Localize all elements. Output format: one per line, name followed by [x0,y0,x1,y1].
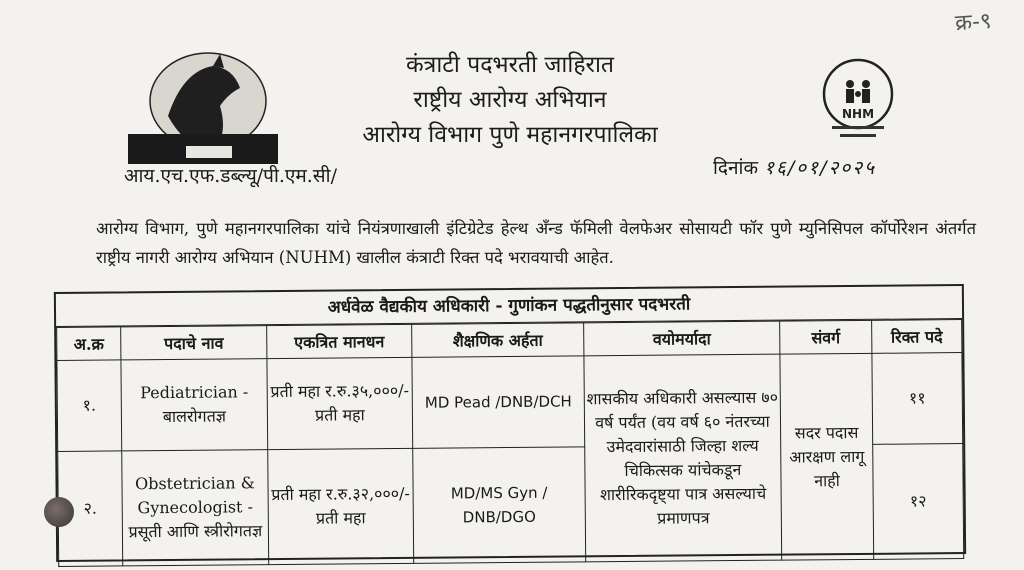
serial-cell: १. [57,360,122,452]
header-age-limit: वयोमर्यादा [584,321,780,356]
date-value: १६/०१/२०२५ [764,157,876,179]
serial-cell: २. [58,451,123,567]
post-name-cell: Pediatrician - बालरोगतज्ञ [121,359,268,451]
header-pay: एकत्रित मानधन [267,324,412,358]
pay-cell: प्रती महा र.रु.३५,०००/- प्रती महा [267,357,413,449]
table-row [57,353,963,452]
header-qualification: शैक्षणिक अर्हता [412,323,584,357]
header-department: आरोग्य विभाग पुणे महानगरपालिका [362,122,658,148]
vacancy-table [54,284,966,562]
cadre-cell: सदर पदास आरक्षण लागू नाही [780,353,874,560]
page-number: क्र-९ [954,8,993,37]
qualification-cell: MD/MS Gyn / DNB/DGO [413,447,586,563]
nhm-logo [808,52,908,148]
header-post-name: पदाचे नाव [121,326,267,360]
pay-cell: प्रती महा र.रु.३२,०००/- प्रती महा [268,448,414,564]
intro-paragraph: आरोग्य विभाग, पुणे महानगरपालिका यांचे नियंत्रणाखाली इंटिग्रेटेड हेल्थ अँन्ड फॅमिली वेलफेअर सोसायटी फॉर पुणे म्युनिसिपल कॉर्पोरेशन अंतर्गत राष्ट्रीय नागरी आरोग्य अभियान (NUHM) खालील कंत्राटी रिक्त पदे भरावयाची आहेत. [96,219,976,267]
vacancies-cell: ११ [872,353,963,445]
age-limit-cell: शासकीय अधिकारी असल्यास ७० वर्ष पर्यंत (वय वर्ष ६० नंतरच्या उमेदवारांसाठी जिल्हा शल्य चिकित्सक यांचेकडून शारीरिकदृष्ट्या पात्र असल्याचे प्रमाणपत्र [584,354,782,562]
header-serial: अ.क्र [57,327,121,361]
pmc-emblem-logo [128,46,278,164]
vacancies-cell: १२ [873,444,964,560]
header-subtitle: राष्ट्रीय आरोग्य अभियान [413,87,607,113]
date-line [713,154,876,180]
header-vacancies: रिक्त पदे [872,320,962,354]
vacancy-grid [56,319,964,567]
date-label: दिनांक [713,157,759,179]
table-title: अर्धवेळ वैद्यकीय अधिकारी - गुणांकन पद्धतीनुसार पदभरती [56,286,962,327]
header-cadre: संवर्ग [780,320,872,354]
svg-text:NHM: NHM [841,107,875,121]
reference-number: आय.एच.एफ.डब्ल्यू/पी.एम.सी/ [124,165,337,187]
header-block [330,48,690,153]
qualification-cell: MD Pead /DNB/DCH [412,356,585,448]
punch-hole [44,497,74,527]
post-name-cell: Obstetrician & Gynecologist - प्रसूती आणि स्त्रीरोगतज्ञ [122,450,269,566]
header-title: कंत्राटी पदभरती जाहिरात [405,52,615,78]
